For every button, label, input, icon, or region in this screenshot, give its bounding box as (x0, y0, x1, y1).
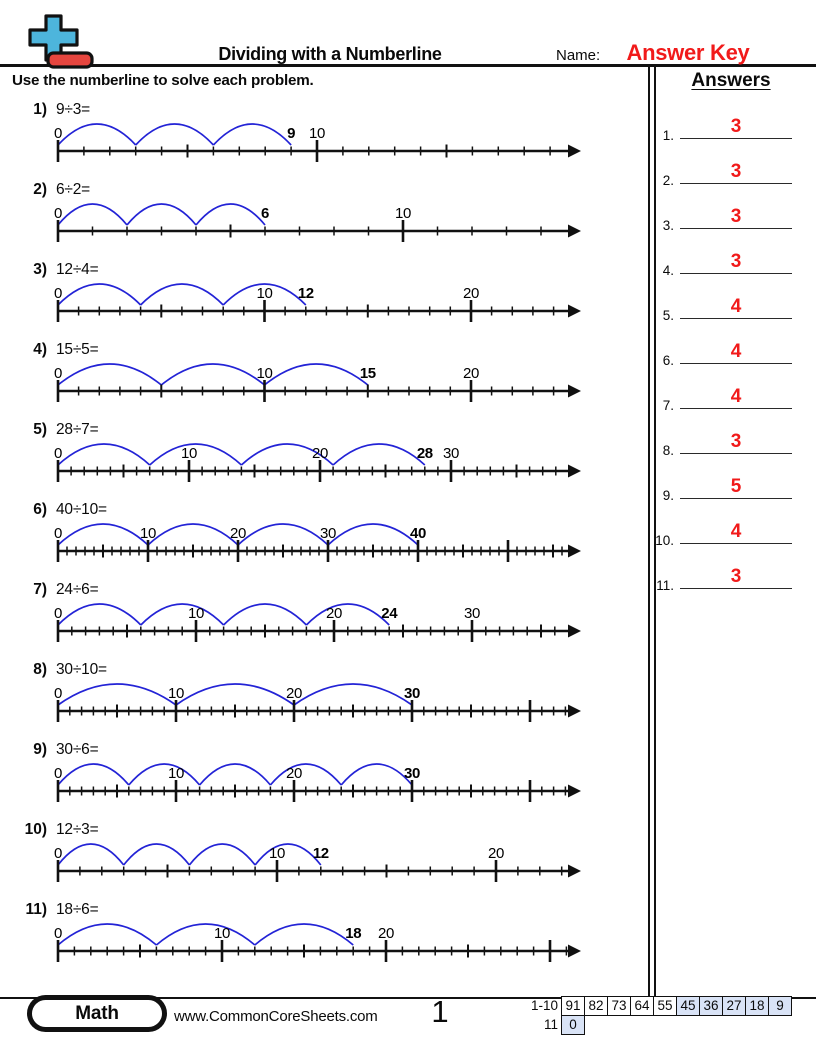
answer-number: 3. (662, 218, 674, 233)
jump-arc (127, 204, 196, 225)
grade-cell: 55 (653, 996, 677, 1016)
problem-4 (0, 336, 644, 416)
jump-arc (341, 764, 412, 785)
numberline-label: 30 (464, 605, 480, 622)
problem-expression: 28÷7= (56, 421, 99, 438)
arrowhead-icon (568, 305, 581, 318)
minus-icon (48, 53, 92, 67)
jump-arc (161, 364, 264, 385)
grade-row-2 (516, 1015, 792, 1035)
numberline-label: 12 (312, 845, 329, 862)
numberline-label: 30 (320, 525, 336, 542)
numberline-label: 20 (463, 285, 479, 302)
answer-value: 4 (680, 297, 792, 319)
numberline-label: 10 (140, 525, 156, 542)
answer-item-10 (654, 505, 808, 550)
grade-cell: 82 (584, 996, 608, 1016)
jump-arc (58, 604, 141, 625)
answer-item-1 (654, 100, 808, 145)
problem-1 (0, 96, 644, 176)
problem-11 (0, 896, 644, 976)
answer-number: 7. (662, 398, 674, 413)
problem-expression: 9÷3= (56, 101, 90, 118)
answer-item-3 (654, 190, 808, 235)
numberline-8 (40, 678, 588, 728)
problem-expression: 24÷6= (56, 581, 99, 598)
problem-3 (0, 256, 644, 336)
grade-cell: 18 (745, 996, 769, 1016)
numberline-label: 20 (286, 765, 302, 782)
numberline-7 (40, 598, 588, 648)
numberline-6 (40, 518, 588, 568)
problem-expression: 18÷6= (56, 901, 99, 918)
numberline-label: 0 (54, 205, 62, 222)
jump-arc (328, 524, 418, 545)
grade-row-label: 11 (543, 1017, 558, 1032)
subject-badge (27, 995, 167, 1032)
numberline-label: 40 (410, 525, 426, 542)
arrowhead-icon (568, 945, 581, 958)
problem-number: 8) (33, 661, 47, 678)
numberline-label: 30 (404, 765, 420, 782)
problem-2 (0, 176, 644, 256)
grade-cell: 27 (722, 996, 746, 1016)
numberline-label: 6 (261, 205, 269, 222)
website-url: www.CommonCoreSheets.com (174, 1008, 378, 1025)
problem-expression: 40÷10= (56, 501, 107, 518)
numberline-label: 0 (54, 365, 62, 382)
problem-number: 5) (33, 421, 47, 438)
numberline-label: 0 (54, 445, 62, 462)
jump-arc (58, 524, 148, 545)
problem-expression: 15÷5= (56, 341, 99, 358)
problem-7 (0, 576, 644, 656)
arrowhead-icon (568, 465, 581, 478)
problem-number: 7) (33, 581, 47, 598)
grade-cell: 73 (607, 996, 631, 1016)
numberline-label: 28 (416, 445, 433, 462)
arrowhead-icon (568, 705, 581, 718)
answer-item-2 (654, 145, 808, 190)
answer-item-5 (654, 280, 808, 325)
problem-number: 2) (33, 181, 47, 198)
numberline-label: 15 (359, 365, 376, 382)
numberline-label: 10 (395, 205, 411, 222)
answer-number: 11. (656, 578, 674, 593)
arrowhead-icon (568, 225, 581, 238)
numberline-3 (40, 278, 588, 328)
numberline-label: 20 (312, 445, 328, 462)
numberline-label: 24 (381, 605, 398, 622)
jump-arc (58, 924, 156, 945)
jump-arc (294, 684, 412, 705)
subject-label: Math (32, 1000, 162, 1027)
arrowhead-icon (568, 385, 581, 398)
numberline-2 (40, 198, 588, 248)
jump-arc (306, 604, 389, 625)
grade-cell: 0 (561, 1015, 585, 1035)
problem-number: 4) (33, 341, 47, 358)
answer-value: 3 (680, 252, 792, 274)
numberline-label: 18 (345, 925, 362, 942)
numberline-label: 0 (54, 765, 62, 782)
answer-number: 5. (662, 308, 674, 323)
numberline-label: 10 (168, 765, 184, 782)
page-number: 1 (431, 994, 449, 1029)
numberline-label: 20 (286, 685, 302, 702)
numberline-label: 0 (54, 685, 62, 702)
answer-value: 5 (680, 477, 792, 499)
jump-arc (156, 924, 254, 945)
jump-arc (148, 524, 238, 545)
numberline-label: 0 (54, 525, 62, 542)
problem-6 (0, 496, 644, 576)
jump-arc (129, 764, 200, 785)
answer-value: 3 (680, 162, 792, 184)
jump-arc (141, 284, 224, 305)
grade-table (516, 996, 792, 1035)
problem-number: 11) (25, 901, 47, 918)
numberline-label: 20 (488, 845, 504, 862)
numberline-label: 10 (256, 285, 273, 302)
problem-number: 1) (33, 101, 47, 118)
answer-number: 2. (662, 173, 674, 188)
answer-number: 10. (655, 533, 674, 548)
grade-row-1 (516, 996, 792, 1016)
numberline-label: 0 (54, 285, 62, 302)
answer-number: 1. (662, 128, 674, 143)
grade-cell: 64 (630, 996, 654, 1016)
problems-list (0, 96, 644, 976)
answer-number: 8. (662, 443, 674, 458)
answer-value: 3 (680, 117, 792, 139)
answer-item-9 (654, 460, 808, 505)
problem-expression: 30÷6= (56, 741, 99, 758)
jump-arc (200, 764, 271, 785)
answer-value: 4 (680, 522, 792, 544)
problem-expression: 12÷3= (56, 821, 99, 838)
numberline-label: 10 (214, 925, 230, 942)
arrowhead-icon (568, 785, 581, 798)
jump-arc (58, 124, 136, 145)
numberline-label: 10 (168, 685, 184, 702)
jump-arc (265, 364, 368, 385)
jump-arc (189, 844, 255, 865)
page-title: Dividing with a Numberline (218, 44, 442, 64)
numberline-9 (40, 758, 588, 808)
answer-value: 3 (680, 567, 792, 589)
numberline-label: 10 (181, 445, 197, 462)
numberline-label: 20 (378, 925, 394, 942)
jump-arc (58, 204, 127, 225)
problem-number: 10) (24, 821, 47, 838)
problem-number: 6) (33, 501, 47, 518)
problem-number: 3) (33, 261, 47, 278)
answer-number: 9. (662, 488, 674, 503)
jump-arc (58, 444, 150, 465)
numberline-label: 0 (54, 125, 62, 142)
answer-item-8 (654, 415, 808, 460)
numberline-10 (40, 838, 588, 888)
answer-item-11 (654, 550, 808, 595)
jump-arc (255, 924, 353, 945)
jump-arc (255, 844, 321, 865)
numberline-label: 20 (230, 525, 246, 542)
jump-arc (176, 684, 294, 705)
jump-arc (270, 764, 341, 785)
numberline-label: 10 (256, 365, 273, 382)
arrowhead-icon (568, 145, 581, 158)
jump-arc (136, 124, 214, 145)
arrowhead-icon (568, 545, 581, 558)
numberline-label: 12 (297, 285, 314, 302)
answer-item-6 (654, 325, 808, 370)
numberline-label: 10 (188, 605, 204, 622)
problem-9 (0, 736, 644, 816)
jump-arc (238, 524, 328, 545)
problem-number: 9) (33, 741, 47, 758)
numberline-label: 10 (309, 125, 325, 142)
problem-expression: 12÷4= (56, 261, 99, 278)
numberline-label: 20 (463, 365, 479, 382)
answers-title: Answers (691, 70, 771, 91)
jump-arc (58, 764, 129, 785)
problem-expression: 6÷2= (56, 181, 90, 198)
answer-item-4 (654, 235, 808, 280)
problem-8 (0, 656, 644, 736)
numberline-label: 9 (287, 125, 296, 142)
jump-arc (213, 124, 291, 145)
jump-arc (196, 204, 265, 225)
numberline-label: 30 (443, 445, 459, 462)
grade-cell: 45 (676, 996, 700, 1016)
jump-arc (58, 364, 161, 385)
arrowhead-icon (568, 625, 581, 638)
problem-5 (0, 416, 644, 496)
answer-number: 4. (662, 263, 674, 278)
numberline-label: 30 (404, 685, 420, 702)
answer-key-label: Answer Key (626, 40, 750, 65)
answer-value: 4 (680, 342, 792, 364)
grade-cell: 91 (561, 996, 585, 1016)
plus-minus-icon (24, 14, 98, 72)
arrowhead-icon (568, 865, 581, 878)
numberline-label: 10 (269, 845, 285, 862)
jump-arc (224, 604, 307, 625)
numberline-1 (40, 118, 588, 168)
jump-arc (58, 284, 141, 305)
grade-row-label: 1-10 (530, 998, 558, 1013)
grade-cell: 9 (768, 996, 792, 1016)
answer-value: 3 (680, 207, 792, 229)
numberline-11 (40, 918, 588, 968)
grade-cell: 36 (699, 996, 723, 1016)
name-label: Name: (556, 47, 601, 64)
answer-value: 4 (680, 387, 792, 409)
numberline-4 (40, 358, 588, 408)
jump-arc (141, 604, 224, 625)
numberline-label: 0 (54, 605, 62, 622)
jump-arc (333, 444, 425, 465)
jump-arc (58, 684, 176, 705)
jump-arc (124, 844, 190, 865)
answer-item-7 (654, 370, 808, 415)
problem-expression: 30÷10= (56, 661, 107, 678)
answer-value: 3 (680, 432, 792, 454)
problem-10 (0, 816, 644, 896)
answers-panel (654, 70, 808, 610)
numberline-label: 0 (54, 925, 62, 942)
numberline-label: 0 (54, 845, 62, 862)
instruction-text: Use the numberline to solve each problem. (12, 72, 314, 89)
answer-number: 6. (662, 353, 674, 368)
numberline-label: 20 (326, 605, 342, 622)
jump-arc (58, 844, 124, 865)
numberline-5 (40, 438, 588, 488)
